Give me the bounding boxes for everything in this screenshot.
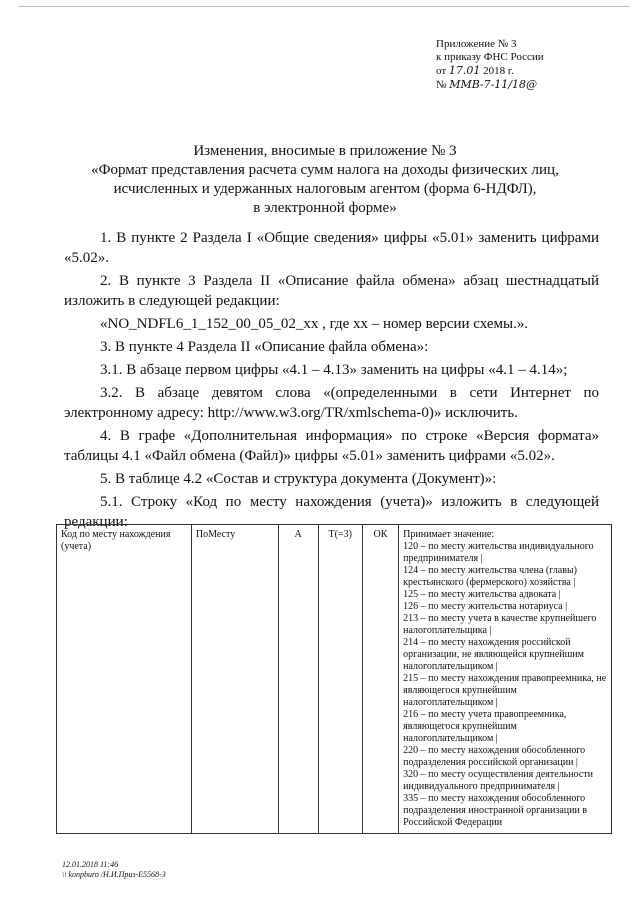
appendix-number: Приложение № 3 [436, 38, 517, 50]
list-item: 124 – по месту жительства члена (главы) крестьянского (фермерского) хозяйства | [403, 565, 578, 588]
footer-path: \\ konpburo /Н.И.Приз-E5568-3 [62, 870, 166, 879]
format-cell: Т(=3) [318, 525, 362, 834]
appendix-header [436, 38, 596, 92]
list-item: 126 – по месту жительства нотариуса | [403, 601, 568, 612]
table-row [57, 525, 612, 834]
type-cell: А [278, 525, 318, 834]
top-border-line [18, 6, 630, 7]
order-number: № ММВ-7-11/18@ [436, 78, 537, 91]
list-item: 335 – по месту нахождения обособленного подразделения иностранной организации в Российской Федерации [403, 793, 588, 828]
paragraph-1: 1. В пункте 2 Раздела I «Общие сведения» цифры «5.01» заменить цифрами «5.02». [64, 230, 599, 266]
document-title: Изменения, вносимые в приложение № 3 «Формат представления расчета сумм налога на доходы физических лиц, исчисленных и удержанных налоговым агентом (форма 6-НДФЛ), в электронной форме» [91, 143, 559, 216]
paragraph-6: 3.2. В абзаце девятом слова «(определенными в сети Интернет по электронному адресу: http://www.w3.org/TR/xmlschema-0)» исключить. [64, 385, 599, 421]
required-cell: ОК [362, 525, 398, 834]
footer-timestamp: 12.01.2018 11:46 [62, 860, 119, 869]
handwritten-number: ММВ-7-11/18@ [449, 78, 537, 91]
list-item: 320 – по месту осуществления деятельности индивидуального предпринимателя | [403, 769, 594, 792]
list-item: 125 – по месту жительства адвоката | [403, 589, 561, 600]
paragraph-4: 3. В пункте 4 Раздела II «Описание файла обмена»: [100, 339, 429, 355]
handwritten-date: 17.01 [448, 64, 481, 77]
document-body [64, 228, 599, 532]
paragraph-5: 3.1. В абзаце первом цифры «4.1 – 4.13» заменить на цифры «4.1 – 4.14»; [100, 362, 568, 378]
paragraph-2: 2. В пункте 3 Раздела II «Описание файла обмена» абзац шестнадцатый изложить в следующей редакции: [64, 273, 599, 309]
paragraph-7: 4. В графе «Дополнительная информация» по строке «Версия формата» таблицы 4.1 «Файл обмена (Файл)» цифры «5.01» заменить цифрами «5.02». [64, 428, 599, 464]
order-reference: к приказу ФНС России [436, 51, 544, 63]
paragraph-3: «NO_NDFL6_1_152_00_05_02_xx , где хх – номер версии схемы.». [100, 316, 529, 332]
tag-cell: ПоМесту [191, 525, 278, 834]
list-item: 220 – по месту нахождения обособленного подразделения российской организации | [403, 745, 586, 768]
paragraph-9: 5.1. Строку «Код по месту нахождения (учета)» изложить в следующей редакции: [64, 494, 599, 530]
list-item: 214 – по месту нахождения российской организации, не являющейся крупнейшим налогоплательщиком | [403, 637, 584, 672]
values-cell: Принимает значение: 120 – по месту жительства индивидуального предпринимателя | 124 – по месту жительства члена (главы) крестьянского (фермерского) хозяйства | 125 – по месту жительства адвоката | 126 – по месту жительства нотариуса | 213 – по месту учета в качестве крупнейшего налогоплательщика | 214 – по месту нахождения российской организации, не являющейся крупнейшим налогоплательщиком | 215 – по месту нахождения правопреемника, не являющегося крупнейшим налогоплательщиком | 216 – по месту учета правопреемника, являющегося крупнейшим налогоплательщиком | 220 – по месту нахождения обособленного подразделения российской организации | 320 – по месту осуществления деятельности индивидуального предпринимателя | 335 – по месту нахождения обособленного подразделения иностранной организации в Российской Федерации [399, 525, 612, 834]
file-footer [62, 860, 166, 880]
list-item: 216 – по месту учета правопреемника, являющегося крупнейшим налогоплательщиком | [403, 709, 567, 744]
element-name-cell: Код по месту нахождения (учета) [57, 525, 192, 834]
list-item: 215 – по месту нахождения правопреемника, не являющегося крупнейшим налогоплательщиком | [403, 673, 607, 708]
list-item: 213 – по месту учета в качестве крупнейшего налогоплательщика | [403, 613, 597, 636]
list-item: 120 – по месту жительства индивидуального предпринимателя | [403, 541, 594, 564]
paragraph-8: 5. В таблице 4.2 «Состав и структура документа (Документ)»: [100, 471, 497, 487]
order-date: от 17.01 2018 г. [436, 64, 514, 77]
format-table [56, 524, 612, 834]
